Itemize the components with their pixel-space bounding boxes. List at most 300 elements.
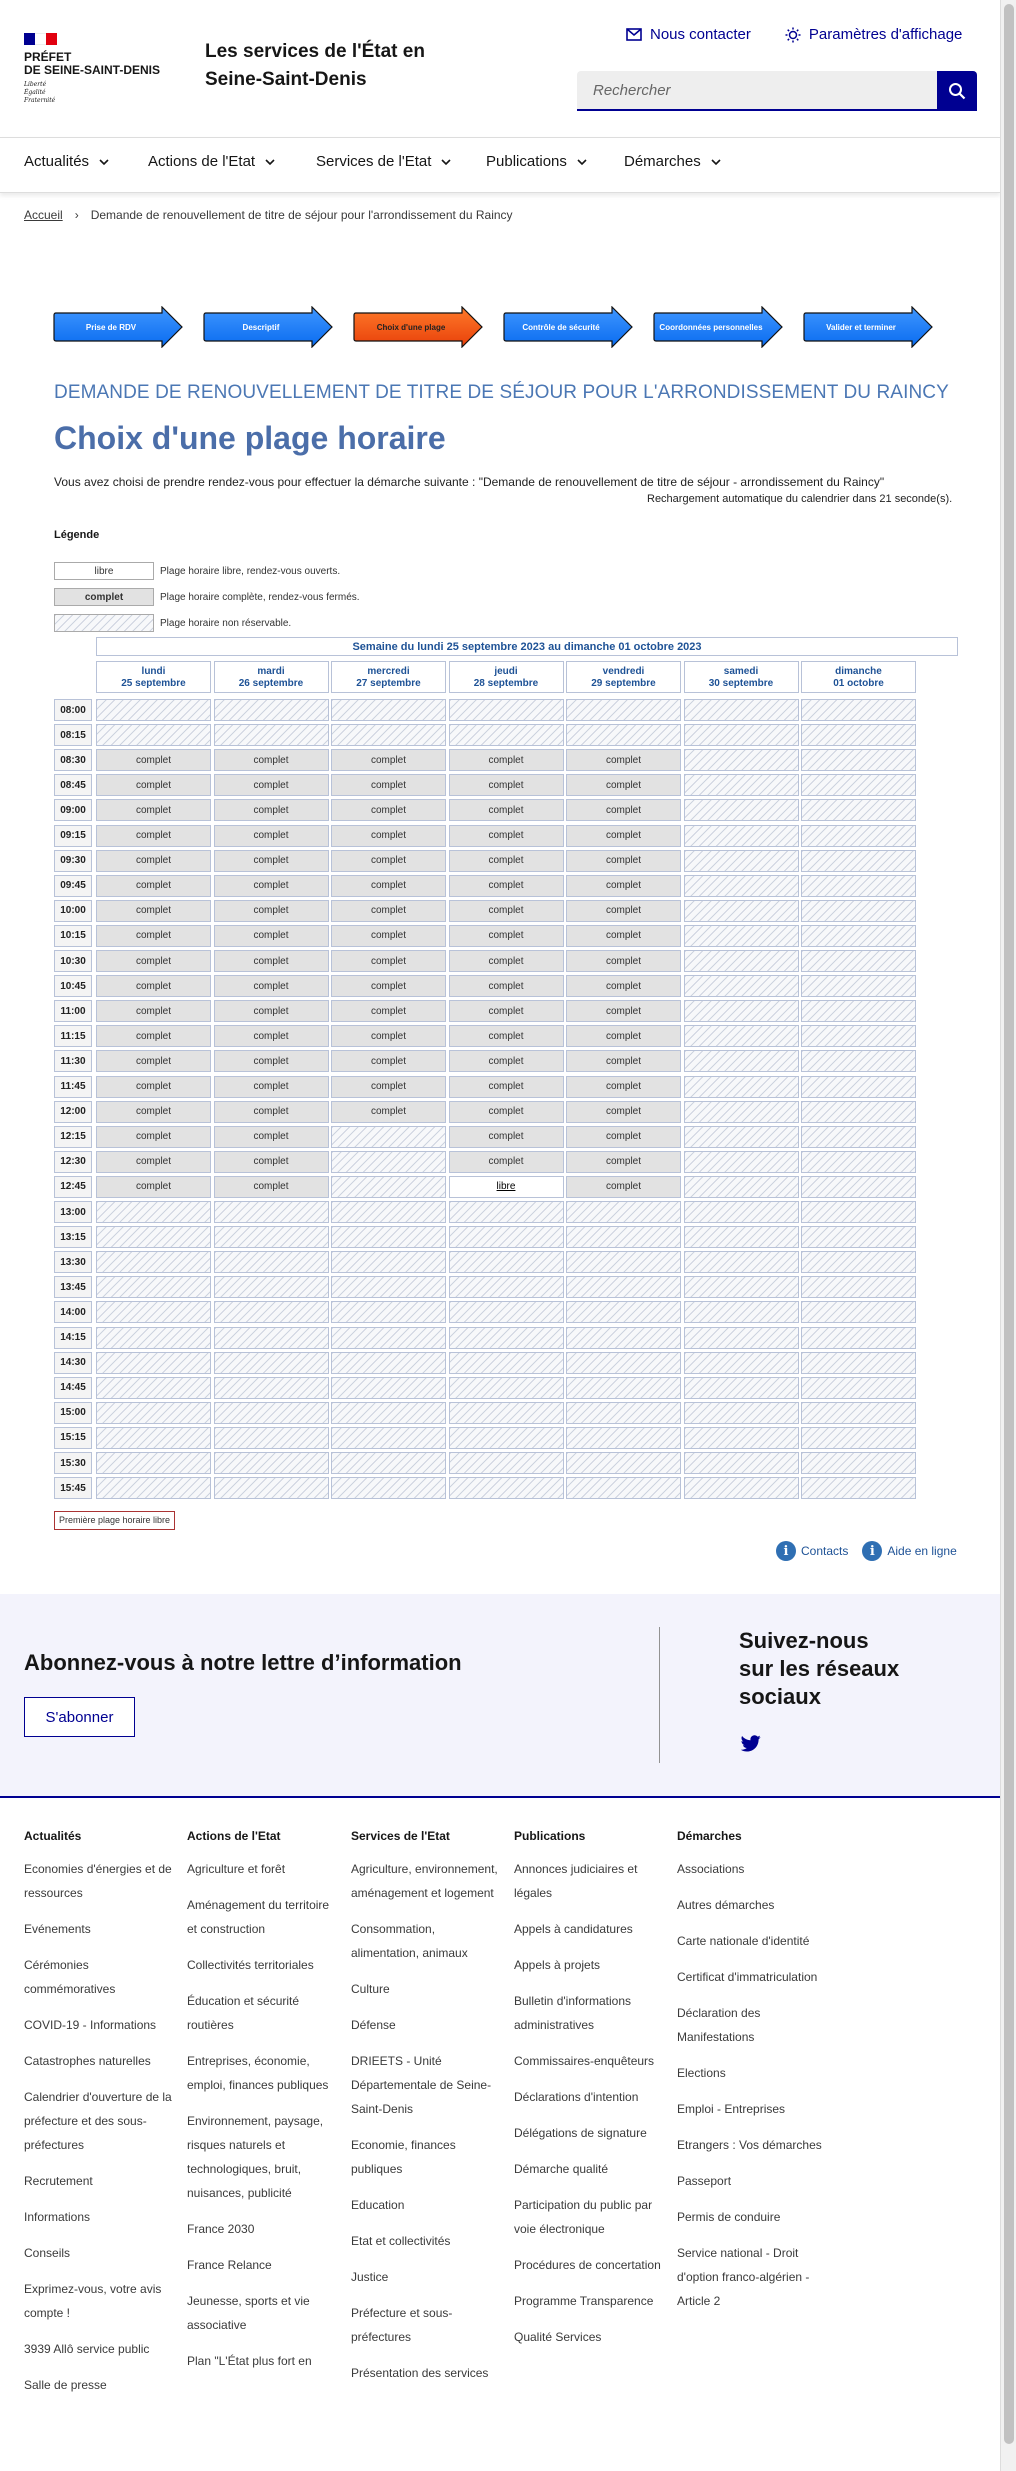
slot-full: complet [449, 1025, 564, 1047]
slot-unavailable [449, 699, 564, 721]
slot-unavailable [801, 1176, 916, 1198]
day-date: 30 septembre [708, 678, 774, 689]
footer-link[interactable]: Annonces judiciaires et légales [514, 1862, 638, 1900]
day-header-lundi [96, 661, 211, 693]
slot-unavailable [684, 950, 799, 972]
footer-column-title: Publications [514, 1829, 586, 1843]
slot-full: complet [331, 925, 446, 947]
prefet-logo[interactable] [24, 33, 174, 105]
footer-column [351, 1829, 501, 2397]
footer-link[interactable]: Evénements [24, 1922, 91, 1936]
search-bar [577, 71, 977, 111]
footer-link[interactable]: Appels à projets [514, 1958, 601, 1972]
slot-unavailable [566, 1352, 681, 1374]
slot-unavailable [684, 975, 799, 997]
slot-unavailable [331, 1452, 446, 1474]
breadcrumb-home[interactable]: Accueil [24, 208, 63, 222]
slot-unavailable [449, 1201, 564, 1223]
online-help-label: Aide en ligne [887, 1544, 957, 1558]
slot-full: complet [449, 950, 564, 972]
display-settings-link[interactable] [785, 26, 963, 43]
slot-full: complet [449, 850, 564, 872]
slot-unavailable [684, 1477, 799, 1499]
footer-link[interactable]: 3939 Allô service public [24, 2342, 150, 2356]
footer-link[interactable]: Carte nationale d'identité [677, 1934, 810, 1948]
footer-link[interactable]: Calendrier d'ouverture de la préfecture et des sous-préfectures [24, 2090, 172, 2152]
slot-unavailable [684, 774, 799, 796]
contact-link[interactable] [626, 26, 751, 43]
slot-unavailable [801, 1427, 916, 1449]
slot-full: complet [566, 900, 681, 922]
slot-unavailable [449, 1226, 564, 1248]
footer-link[interactable]: Autres démarches [677, 1898, 775, 1912]
site-title[interactable]: Les services de l'État en Seine-Saint-Denis [205, 41, 425, 90]
slot-unavailable [449, 1377, 564, 1399]
footer-link[interactable]: Elections [677, 2066, 726, 2080]
slot-full: complet [566, 875, 681, 897]
slot-full: complet [214, 1126, 329, 1148]
slot-unavailable [96, 1201, 211, 1223]
footer-link[interactable]: Programme Transparence [514, 2294, 654, 2308]
footer-link[interactable]: Déclarations d'intention [514, 2090, 639, 2104]
time-label: 08:30 [54, 749, 92, 771]
footer-link[interactable]: Démarche qualité [514, 2162, 609, 2176]
slot-unavailable [96, 1352, 211, 1374]
search-input[interactable]: Rechercher [577, 71, 937, 111]
footer-column [677, 1829, 827, 2325]
slot-unavailable [96, 1276, 211, 1298]
slot-unavailable [566, 724, 681, 746]
slot-full: complet [449, 1101, 564, 1123]
footer-link[interactable]: Salle de presse [24, 2378, 107, 2392]
time-label: 14:15 [54, 1327, 92, 1349]
time-label: 15:15 [54, 1427, 92, 1449]
slot-full: complet [331, 1101, 446, 1123]
slot-unavailable [566, 1427, 681, 1449]
slot-full: complet [96, 875, 211, 897]
step-6 [802, 306, 934, 348]
slot-unavailable [96, 1301, 211, 1323]
day-date: 27 septembre [356, 678, 421, 689]
online-help-link[interactable] [862, 1541, 956, 1561]
step-label: Prise de RDV [85, 322, 137, 332]
footer-column-title: Actions de l'Etat [187, 1829, 281, 1843]
slot-full: complet [449, 799, 564, 821]
step-2 [202, 306, 334, 348]
slot-unavailable [566, 1477, 681, 1499]
slot-unavailable [96, 724, 211, 746]
slot-unavailable [331, 1126, 446, 1148]
slot-unavailable [684, 1050, 799, 1072]
slot-unavailable [566, 1251, 681, 1273]
breadcrumb-current: Demande de renouvellement de titre de séjour pour l'arrondissement du Raincy [90, 208, 513, 222]
day-header-jeudi [449, 661, 564, 693]
nav-item-label: Actions de l'Etat [148, 153, 256, 170]
step-4 [502, 306, 634, 348]
footer-link[interactable]: Conseils [24, 2246, 71, 2260]
footer-link[interactable]: Appels à candidatures [514, 1922, 633, 1936]
footer-link[interactable]: Exprimez-vous, votre avis compte ! [24, 2282, 162, 2320]
slot-unavailable [801, 900, 916, 922]
footer-link[interactable]: Défense [351, 2018, 396, 2032]
slot-unavailable [684, 825, 799, 847]
info-icon: i [776, 1541, 796, 1561]
slot-full: complet [214, 1025, 329, 1047]
slot-unavailable [566, 699, 681, 721]
footer-link[interactable]: Education [351, 2198, 405, 2212]
slot-full: complet [214, 1076, 329, 1098]
legend-full-swatch: complet [54, 588, 154, 606]
step-3 [352, 306, 484, 348]
nav-item-services[interactable] [316, 153, 451, 170]
footer-link[interactable]: Etrangers : Vos démarches [677, 2138, 822, 2152]
week-title: Semaine du lundi 25 septembre 2023 au dimanche 01 octobre 2023 [96, 637, 958, 656]
slot-full: complet [566, 1000, 681, 1022]
time-label: 08:00 [54, 699, 92, 721]
slot-full: complet [214, 1176, 329, 1198]
day-date: 01 octobre [833, 678, 884, 689]
header-links [626, 26, 962, 43]
slot-unavailable [684, 749, 799, 771]
footer-link[interactable]: Consommation, alimentation, animaux [351, 1922, 468, 1960]
breadcrumb [24, 208, 513, 222]
slot-full: complet [214, 825, 329, 847]
footer-link[interactable]: Participation du public par voie électronique [514, 2198, 653, 2236]
slot-full: complet [214, 1000, 329, 1022]
subscribe-button[interactable]: S'abonner [24, 1697, 135, 1737]
slot-full: complet [96, 1000, 211, 1022]
slot-full: complet [331, 774, 446, 796]
footer-link[interactable]: DRIEETS - Unité Départementale de Seine-Saint-Denis [351, 2054, 492, 2116]
footer-column [24, 1829, 174, 2409]
slot-full: complet [566, 825, 681, 847]
slot-unavailable [214, 1327, 329, 1349]
envelope-icon [626, 28, 642, 41]
slot-unavailable [684, 1126, 799, 1148]
footer-column-title: Démarches [677, 1829, 742, 1843]
footer-link[interactable]: Aménagement du territoire et construction [187, 1898, 330, 1936]
footer-link[interactable]: Economies d'énergies et de ressources [24, 1862, 172, 1900]
twitter-icon[interactable] [741, 1735, 761, 1757]
slot-unavailable [96, 1251, 211, 1273]
procedure-intro: Vous avez choisi de prendre rendez-vous pour effectuer la démarche suivante : "Demande de renouvellement de titre de séjour - arrondissement du Raincy" [54, 475, 885, 489]
slot-unavailable [801, 1327, 916, 1349]
slot-unavailable [801, 1301, 916, 1323]
footer-link[interactable]: Entreprises, économie, emploi, finances publiques [187, 2054, 329, 2092]
slot-full: complet [96, 1076, 211, 1098]
search-button[interactable] [937, 71, 977, 111]
time-label: 13:00 [54, 1201, 92, 1223]
nav-item-publications[interactable] [486, 153, 587, 170]
slot-full: complet [214, 875, 329, 897]
slot-unavailable [566, 1276, 681, 1298]
reload-notice [647, 493, 952, 505]
slot-unavailable [801, 749, 916, 771]
footer-link[interactable]: Bulletin d'informations administratives [514, 1994, 632, 2032]
step-progress [52, 306, 932, 348]
time-label: 12:15 [54, 1126, 92, 1148]
slot-unavailable [331, 724, 446, 746]
slot-full: complet [449, 1126, 564, 1148]
nav-item-actions[interactable] [148, 153, 275, 170]
footer-link[interactable]: Catastrophes naturelles [24, 2054, 151, 2068]
nav-item-label: Actualités [24, 153, 90, 170]
slot-unavailable [331, 1402, 446, 1424]
slot-unavailable [214, 1226, 329, 1248]
slot-unavailable [214, 1427, 329, 1449]
info-icon: i [862, 1541, 882, 1561]
slot-unavailable [801, 1126, 916, 1148]
footer-link[interactable]: Qualité Services [514, 2330, 602, 2344]
footer-column-title: Services de l'Etat [351, 1829, 450, 1843]
slot-unavailable [449, 1301, 564, 1323]
help-links [776, 1541, 957, 1561]
french-flag-icon [24, 33, 57, 45]
slot-full: complet [214, 950, 329, 972]
footer-link[interactable]: Emploi - Entreprises [677, 2102, 786, 2116]
footer-link[interactable]: Déclaration des Manifestations [677, 2006, 761, 2044]
step-label: Choix d'une plage [376, 322, 446, 332]
slot-unavailable [684, 1101, 799, 1123]
slot-full: complet [214, 975, 329, 997]
step-5 [652, 306, 784, 348]
legend-full-text: Plage horaire complète, rendez-vous fermés. [160, 591, 360, 603]
footer-link[interactable]: Préfecture et sous-préfectures [351, 2306, 453, 2344]
slot-unavailable [801, 925, 916, 947]
slot-unavailable [331, 1377, 446, 1399]
chevron-down-icon [99, 153, 109, 170]
slot-full: complet [96, 799, 211, 821]
legend-full [54, 588, 360, 606]
footer-link[interactable]: Présentation des services [351, 2366, 489, 2380]
slot-unavailable [801, 1276, 916, 1298]
slot-full: complet [331, 850, 446, 872]
day-name: dimanche [835, 666, 882, 677]
slot-full: complet [214, 799, 329, 821]
slot-unavailable [684, 875, 799, 897]
slot-full: complet [449, 825, 564, 847]
slot-unavailable [96, 1377, 211, 1399]
slot-unavailable [801, 1452, 916, 1474]
footer-link[interactable]: Délégations de signature [514, 2126, 647, 2140]
slot-full: complet [96, 1101, 211, 1123]
vertical-scrollbar[interactable] [1000, 0, 1016, 2471]
footer-link[interactable]: Economie, finances publiques [351, 2138, 456, 2176]
slot-full: complet [566, 1025, 681, 1047]
social-title: Suivez-nous sur les réseaux sociaux [739, 1628, 900, 1709]
footer-link[interactable]: France 2030 [187, 2222, 255, 2236]
day-header-mercredi [331, 661, 446, 693]
slot-unavailable [566, 1452, 681, 1474]
chevron-down-icon [265, 153, 275, 170]
slot-full: complet [566, 950, 681, 972]
slot-full: complet [449, 774, 564, 796]
nav-item-label: Publications [486, 153, 567, 170]
chevron-down-icon [711, 153, 721, 170]
slot-unavailable [801, 1101, 916, 1123]
slot-unavailable [801, 1377, 916, 1399]
scrollbar-thumb[interactable] [1004, 4, 1014, 2444]
nav-item-actualites[interactable] [24, 153, 109, 170]
slot-unavailable [801, 699, 916, 721]
slot-unavailable [214, 1301, 329, 1323]
day-header-mardi [214, 661, 329, 693]
slot-unavailable [801, 875, 916, 897]
slot-unavailable [331, 1301, 446, 1323]
footer-link[interactable]: Associations [677, 1862, 745, 1876]
reload-suffix: seconde(s). [894, 493, 953, 505]
footer-link[interactable]: Informations [24, 2210, 91, 2224]
slot-unavailable [566, 1327, 681, 1349]
slot-full: complet [96, 1050, 211, 1072]
footer-link[interactable]: France Relance [187, 2258, 272, 2272]
slot-unavailable [684, 724, 799, 746]
slot-unavailable [684, 1301, 799, 1323]
slot-unavailable [331, 1276, 446, 1298]
slot-full: complet [96, 975, 211, 997]
day-name: mercredi [367, 666, 410, 677]
slot-unavailable [684, 1452, 799, 1474]
slot-unavailable [96, 1477, 211, 1499]
slot-unavailable [214, 1276, 329, 1298]
day-header-vendredi [566, 661, 681, 693]
slot-full: complet [566, 925, 681, 947]
step-label: Valider et terminer [826, 322, 896, 332]
footer-link[interactable]: COVID-19 - Informations [24, 2018, 157, 2032]
day-name: lundi [141, 666, 166, 677]
first-free-slot-button[interactable]: Première plage horaire libre [54, 1511, 175, 1530]
contacts-label: Contacts [801, 1544, 849, 1558]
nav-item-demarches[interactable] [624, 153, 721, 170]
time-label: 13:15 [54, 1226, 92, 1248]
slot-full: complet [331, 825, 446, 847]
slot-unavailable [801, 1201, 916, 1223]
slot-unavailable [214, 1352, 329, 1374]
day-name: samedi [723, 666, 759, 677]
slot-full: complet [96, 774, 211, 796]
footer-link[interactable]: Passeport [677, 2174, 732, 2188]
slot-unavailable [801, 799, 916, 821]
legend-title: Légende [54, 529, 100, 541]
slot-full: complet [214, 900, 329, 922]
slot-unavailable [684, 799, 799, 821]
chevron-right-icon: › [74, 208, 79, 222]
footer-link[interactable]: Commissaires-enquêteurs [514, 2054, 655, 2068]
footer-link[interactable]: Agriculture, environnement, aménagement et logement [351, 1862, 498, 1900]
slot-unavailable [801, 1151, 916, 1173]
slot-unavailable [214, 1477, 329, 1499]
slot-full: complet [449, 1000, 564, 1022]
footer-column [514, 1829, 664, 2361]
slot-full: complet [566, 1151, 681, 1173]
footer-link[interactable]: Éducation et sécurité routières [187, 1994, 300, 2032]
slot-unavailable [684, 850, 799, 872]
footer-link[interactable]: Agriculture et forêt [187, 1862, 286, 1876]
slot-full: complet [214, 1050, 329, 1072]
legend-unavailable-text: Plage horaire non réservable. [160, 617, 292, 629]
slot-unavailable [96, 1452, 211, 1474]
time-label: 12:30 [54, 1151, 92, 1173]
slot-unavailable [801, 825, 916, 847]
page-title: Choix d'une plage horaire [54, 420, 446, 456]
legend-unavailable [54, 614, 291, 632]
slot-unavailable [449, 1276, 564, 1298]
slot-full: complet [214, 925, 329, 947]
step-label: Descriptif [242, 322, 280, 332]
footer-link[interactable]: Cérémonies commémoratives [24, 1958, 116, 1996]
slot-full: complet [96, 850, 211, 872]
footer-link[interactable]: Certificat d'immatriculation [677, 1970, 818, 1984]
footer-link[interactable]: Recrutement [24, 2174, 93, 2188]
slot-full: complet [331, 875, 446, 897]
nav-item-label: Démarches [624, 153, 701, 170]
slot-full: complet [566, 1176, 681, 1198]
slot-unavailable [684, 1226, 799, 1248]
slot-unavailable [331, 1477, 446, 1499]
slot-full: complet [96, 1151, 211, 1173]
slot-full: complet [331, 1000, 446, 1022]
footer-link[interactable]: Etat et collectivités [351, 2234, 451, 2248]
slot-unavailable [214, 1251, 329, 1273]
slot-unavailable [331, 1151, 446, 1173]
slot-unavailable [566, 1402, 681, 1424]
legend-unavailable-swatch [54, 614, 154, 632]
slot-unavailable [801, 1076, 916, 1098]
contacts-link[interactable] [776, 1541, 848, 1561]
time-label: 15:30 [54, 1452, 92, 1474]
time-label: 15:45 [54, 1477, 92, 1499]
slot-full: complet [214, 850, 329, 872]
slot-full: complet [566, 1050, 681, 1072]
contact-label: Nous contacter [650, 26, 751, 43]
slot-unavailable [214, 1402, 329, 1424]
footer-link[interactable]: Procédures de concertation [514, 2258, 661, 2272]
slot-unavailable [801, 1477, 916, 1499]
footer-link[interactable]: Justice [351, 2270, 389, 2284]
slot-unavailable [801, 1226, 916, 1248]
footer-link[interactable]: Plan "L'État plus fort en [187, 2354, 312, 2368]
footer-link[interactable]: Permis de conduire [677, 2210, 781, 2224]
slot-full: complet [331, 1025, 446, 1047]
sun-icon [785, 27, 801, 43]
slot-unavailable [684, 1000, 799, 1022]
time-label: 08:45 [54, 774, 92, 796]
footer-link[interactable]: Culture [351, 1982, 390, 1996]
slot-unavailable [449, 724, 564, 746]
display-settings-label: Paramètres d'affichage [808, 26, 963, 43]
footer-link[interactable]: Jeunesse, sports et vie associative [187, 2294, 310, 2332]
slot-full: complet [449, 900, 564, 922]
slot-free[interactable]: libre [449, 1176, 564, 1198]
main-navigation [0, 137, 1000, 193]
slot-unavailable [214, 1377, 329, 1399]
footer-link[interactable]: Collectivités territoriales [187, 1958, 314, 1972]
slot-unavailable [449, 1452, 564, 1474]
procedure-subtitle: DEMANDE DE RENOUVELLEMENT DE TITRE DE SÉJOUR POUR L'ARRONDISSEMENT DU RAINCY [54, 382, 949, 403]
reload-prefix: Rechargement automatique du calendrier dans [647, 493, 877, 505]
footer-link[interactable]: Environnement, paysage, risques naturels et technologiques, bruit, nuisances, publicité [187, 2114, 324, 2200]
slot-full: complet [214, 749, 329, 771]
step-label: Contrôle de sécurité [522, 322, 600, 332]
slot-full: complet [96, 1025, 211, 1047]
footer-link[interactable]: Service national - Droit d'option franco-algérien - Article 2 [677, 2246, 810, 2308]
slot-unavailable [684, 1201, 799, 1223]
slot-unavailable [331, 1251, 446, 1273]
chevron-down-icon [577, 153, 587, 170]
slot-unavailable [214, 1201, 329, 1223]
slot-unavailable [684, 1377, 799, 1399]
chevron-down-icon [441, 153, 451, 170]
